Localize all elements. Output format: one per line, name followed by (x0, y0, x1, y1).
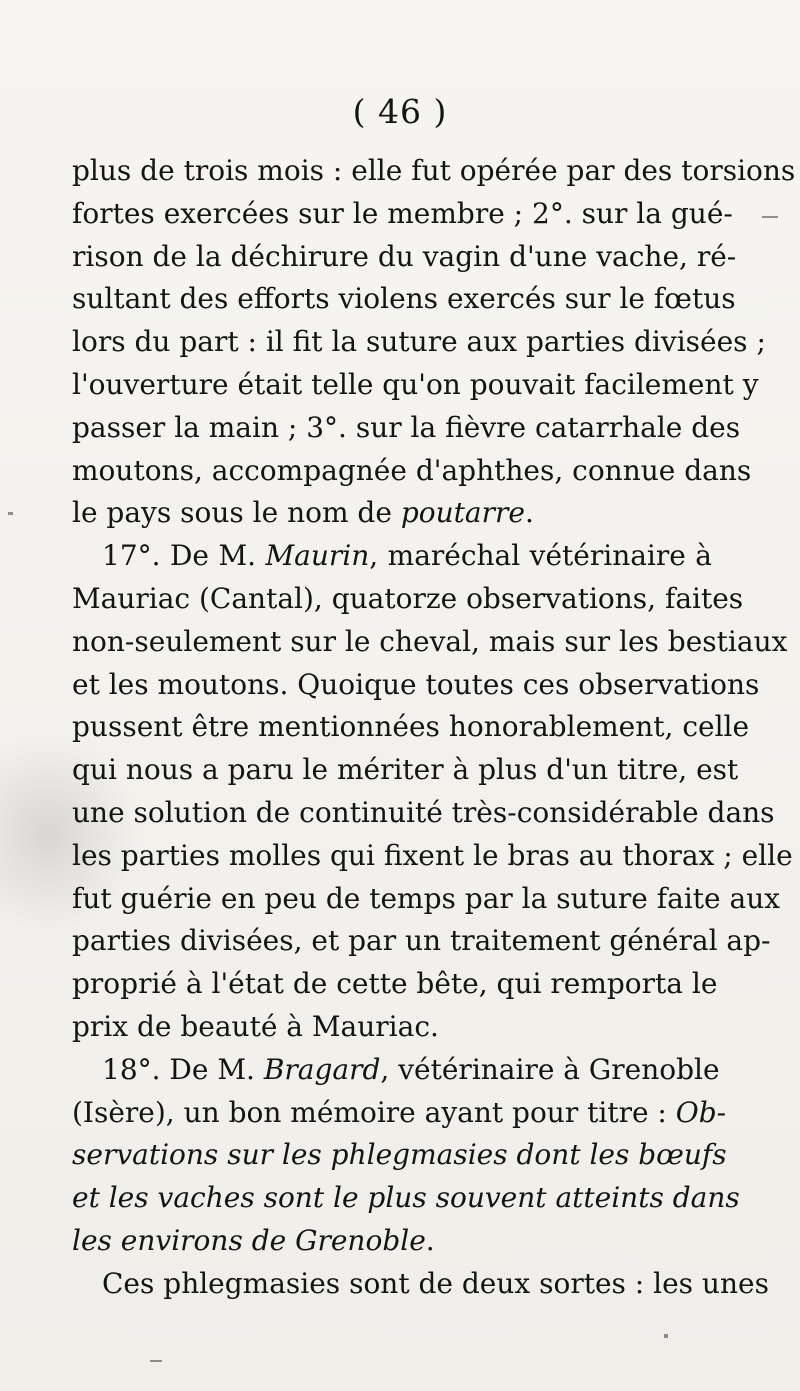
text-segment: 17°. De M. (102, 539, 266, 573)
text-segment: sultant des efforts violens exercés sur le fœtus (72, 282, 736, 316)
text-line (72, 236, 737, 279)
text-segment: fut guérie en peu de temps par la suture faite aux (72, 881, 781, 915)
text-segment: plus de trois mois : elle fut opérée par des torsions (72, 154, 796, 187)
text-line (72, 150, 796, 193)
text-line (72, 749, 739, 792)
text-line (72, 407, 741, 450)
text-line (72, 193, 733, 236)
text-segment: proprié à l'état de cette bête, qui remporta le (72, 967, 718, 1001)
text-line (72, 1092, 727, 1135)
text-line (72, 878, 781, 921)
text-segment: passer la main ; 3°. sur la fièvre catarrhale des (72, 410, 741, 444)
text-line (72, 321, 766, 364)
italic-text: Bragard (263, 1052, 381, 1086)
text-line (72, 621, 788, 664)
text-segment: moutons, accompagnée d'aphthes, connue dans (72, 453, 752, 487)
text-line (72, 578, 744, 621)
text-segment: rison de la déchirure du vagin d'une vache, ré- (72, 239, 737, 273)
italic-text: servations sur les phlegmasies dont les bœufs (72, 1138, 727, 1172)
text-line (72, 920, 771, 963)
text-segment: l'ouverture était telle qu'on pouvait facilement y (72, 367, 759, 401)
text-line (72, 792, 775, 835)
text-line (72, 1263, 769, 1306)
text-segment: Ces phlegmasies sont de deux sortes : les unes (102, 1266, 769, 1300)
text-line (72, 535, 712, 578)
text-line (72, 1177, 740, 1220)
italic-text: Maurin (265, 539, 370, 573)
text-line (72, 1220, 712, 1263)
italic-text: poutarre (400, 496, 525, 530)
text-segment: non-seulement sur le cheval, mais sur les bestiaux (72, 624, 788, 658)
text-line (72, 1049, 720, 1092)
text-segment: et les moutons. Quoique toutes ces observations (72, 667, 760, 701)
text-segment: fortes exercées sur le membre ; 2°. sur la gué- (72, 196, 733, 230)
text-line (72, 963, 718, 1006)
text-segment: 18°. De M. (102, 1052, 264, 1086)
text-segment: , vétérinaire à Grenoble (380, 1052, 720, 1086)
text-line (72, 450, 752, 493)
italic-text: Ob- (675, 1095, 727, 1129)
text-segment: . (425, 1223, 435, 1257)
text-segment: les parties molles qui fixent le bras au thorax ; elle (72, 838, 793, 872)
text-line (72, 278, 736, 321)
text-segment: , maréchal vétérinaire à (369, 539, 712, 573)
text-segment: le pays sous le nom de (72, 496, 401, 530)
text-segment: parties divisées, et par un traitement général ap- (72, 924, 771, 958)
text-line (72, 492, 712, 535)
text-line (72, 1134, 727, 1177)
margin-mark (150, 1360, 162, 1362)
text-line (72, 706, 750, 749)
text-line (72, 835, 793, 878)
margin-mark (8, 512, 13, 515)
text-line (72, 364, 759, 407)
body-text (72, 150, 796, 1306)
text-segment: lors du part : il fit la suture aux parties divisées ; (72, 325, 766, 359)
text-line (72, 664, 760, 707)
page-number: ( 46 ) (352, 92, 448, 131)
margin-mark (762, 216, 778, 218)
text-segment: qui nous a paru le mériter à plus d'un titre, est (72, 753, 739, 787)
text-segment: pussent être mentionnées honorablement, celle (72, 710, 750, 744)
text-segment: une solution de continuité très-considérable dans (72, 795, 775, 829)
text-segment: (Isère), un bon mémoire ayant pour titre : (72, 1095, 676, 1129)
text-line (72, 1006, 712, 1049)
italic-text: les environs de Grenoble (72, 1223, 426, 1257)
text-segment: prix de beauté à Mauriac. (72, 1009, 439, 1043)
text-segment: Mauriac (Cantal), quatorze observations, faites (72, 581, 744, 615)
text-segment: . (524, 496, 534, 530)
italic-text: et les vaches sont le plus souvent atteints dans (72, 1181, 740, 1215)
margin-mark (664, 1334, 668, 1338)
